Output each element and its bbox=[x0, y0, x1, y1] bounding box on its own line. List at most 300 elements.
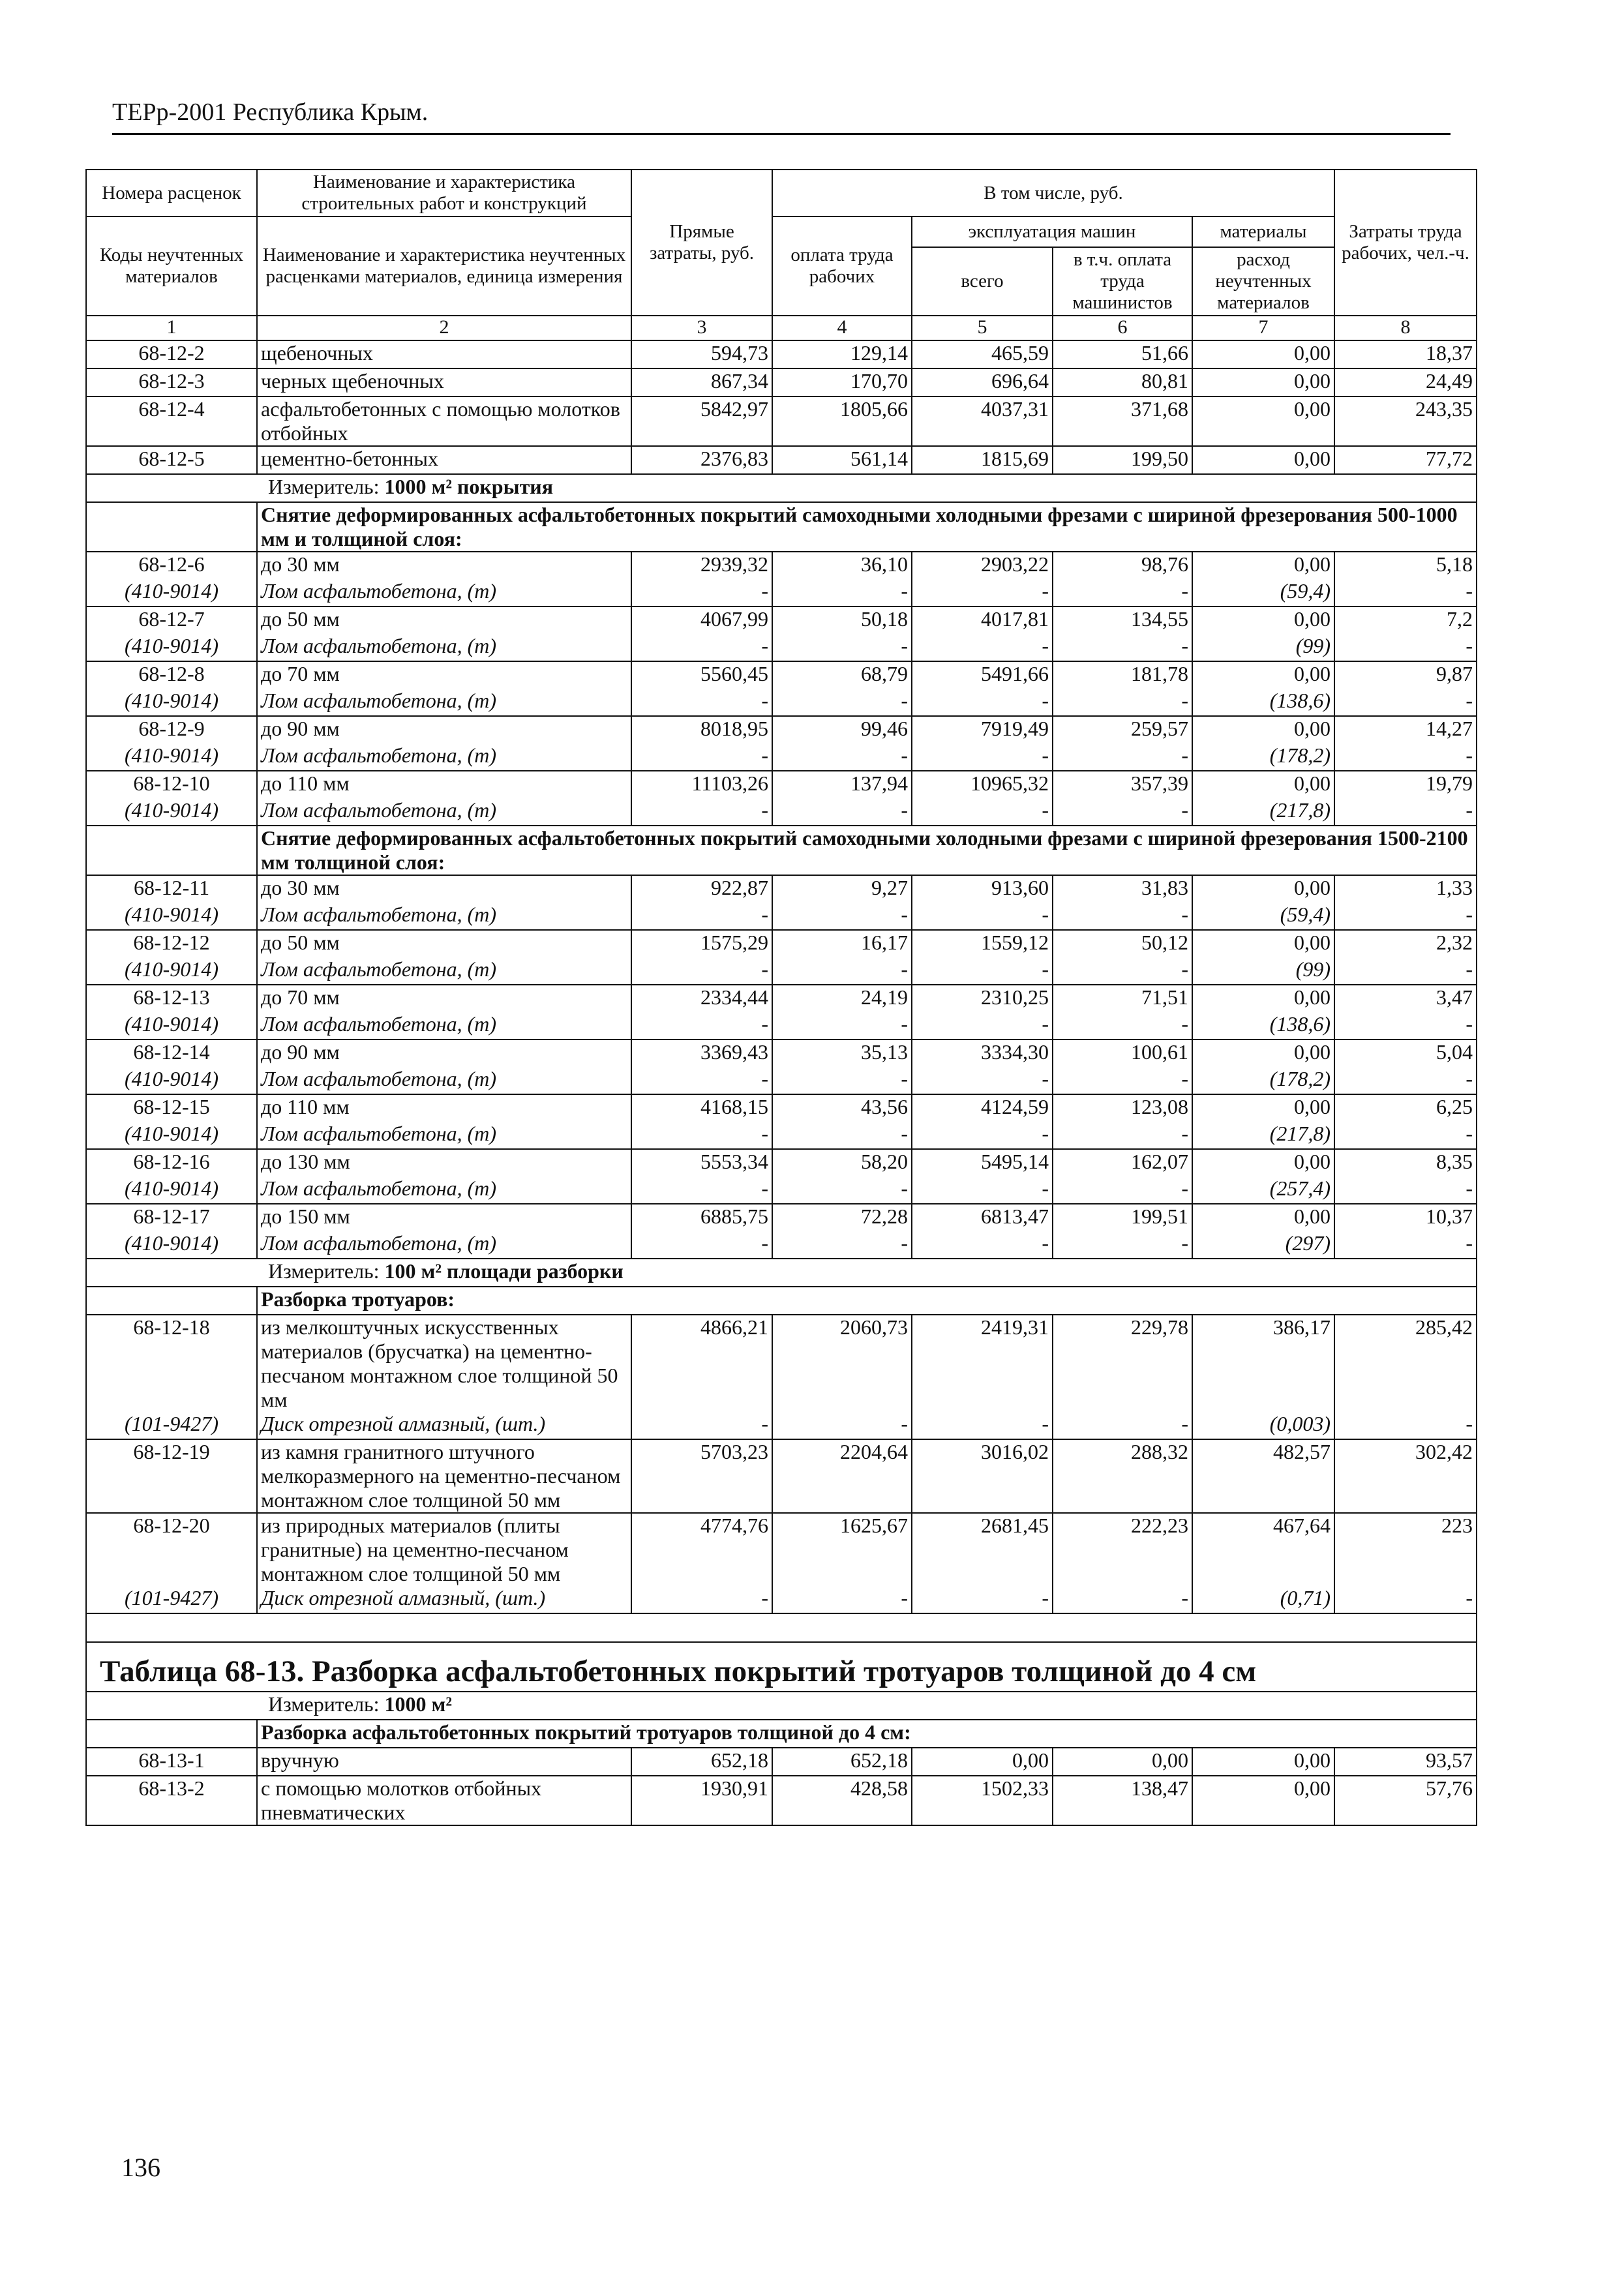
work-name: до 90 мм bbox=[257, 716, 631, 743]
header-machines: эксплуатация машин bbox=[912, 217, 1192, 247]
value-cell: 199,51 bbox=[1053, 1204, 1192, 1231]
material-value-cell: - bbox=[772, 1067, 912, 1094]
material-value-cell: - bbox=[912, 1412, 1053, 1439]
work-name: с помощью молотков отбойных пневматических bbox=[257, 1776, 631, 1825]
material-value-cell: - bbox=[772, 1122, 912, 1149]
work-name: до 30 мм bbox=[257, 552, 631, 579]
value-cell: 561,14 bbox=[772, 446, 912, 474]
rate-row bbox=[86, 340, 1477, 368]
value-cell: 2903,22 bbox=[912, 552, 1053, 579]
value-cell: 1559,12 bbox=[912, 930, 1053, 957]
value-cell: 2376,83 bbox=[631, 446, 772, 474]
rate-row bbox=[86, 1204, 1477, 1231]
value-cell: 922,87 bbox=[631, 875, 772, 903]
value-cell: 5703,23 bbox=[631, 1439, 772, 1513]
value-cell: 5553,34 bbox=[631, 1149, 772, 1176]
material-value-cell: - bbox=[1053, 1012, 1192, 1040]
material-value-cell: - bbox=[1053, 743, 1192, 771]
value-cell: 4067,99 bbox=[631, 606, 772, 634]
value-cell: 100,61 bbox=[1053, 1040, 1192, 1067]
spacer bbox=[86, 1613, 1477, 1642]
value-cell: 9,87 bbox=[1334, 661, 1477, 689]
material-row bbox=[86, 798, 1477, 826]
value-cell: 386,17 bbox=[1192, 1315, 1334, 1412]
value-cell: 223 bbox=[1334, 1513, 1477, 1586]
rate-code: 68-13-1 bbox=[86, 1748, 257, 1776]
rate-code: 68-12-11 bbox=[86, 875, 257, 903]
value-cell: 6885,75 bbox=[631, 1204, 772, 1231]
material-code: (410-9014) bbox=[86, 1176, 257, 1204]
value-cell: 2060,73 bbox=[772, 1315, 912, 1412]
material-value-cell: - bbox=[1334, 1586, 1477, 1613]
value-cell: 0,00 bbox=[1192, 1776, 1334, 1825]
value-cell: 2,32 bbox=[1334, 930, 1477, 957]
material-value-cell: (99) bbox=[1192, 634, 1334, 661]
work-name: до 150 мм bbox=[257, 1204, 631, 1231]
header-work-name: Наименование и характеристика строительных работ и конструкций bbox=[257, 170, 631, 217]
material-row bbox=[86, 1012, 1477, 1040]
material-value-cell: - bbox=[772, 798, 912, 826]
material-row bbox=[86, 1067, 1477, 1094]
material-value-cell: - bbox=[912, 1586, 1053, 1613]
material-value-cell: (297) bbox=[1192, 1231, 1334, 1259]
measure-unit bbox=[86, 1692, 1477, 1720]
value-cell: 5,04 bbox=[1334, 1040, 1477, 1067]
work-name: до 130 мм bbox=[257, 1149, 631, 1176]
value-cell: 229,78 bbox=[1053, 1315, 1192, 1412]
value-cell: 1625,67 bbox=[772, 1513, 912, 1586]
rate-code: 68-12-7 bbox=[86, 606, 257, 634]
material-code: (410-9014) bbox=[86, 1067, 257, 1094]
value-cell: 58,20 bbox=[772, 1149, 912, 1176]
material-code: (410-9014) bbox=[86, 634, 257, 661]
material-value-cell: - bbox=[1053, 689, 1192, 716]
header-rate-numbers: Номера расценок bbox=[86, 170, 257, 217]
material-value-cell: - bbox=[772, 634, 912, 661]
value-cell: 0,00 bbox=[1192, 606, 1334, 634]
rate-row bbox=[86, 1776, 1477, 1825]
rate-row bbox=[86, 446, 1477, 474]
value-cell: 129,14 bbox=[772, 340, 912, 368]
material-value-cell: - bbox=[912, 1231, 1053, 1259]
material-value-cell: - bbox=[631, 903, 772, 930]
header-machines-total: всего bbox=[912, 247, 1053, 316]
value-cell: 243,35 bbox=[1334, 396, 1477, 446]
header-material-codes: Коды неучтенных материалов bbox=[86, 217, 257, 316]
value-cell: 0,00 bbox=[912, 1748, 1053, 1776]
measure-value: 1000 м² bbox=[384, 1692, 452, 1716]
header-row-1 bbox=[86, 170, 1477, 217]
value-cell: 123,08 bbox=[1053, 1094, 1192, 1122]
material-value-cell: - bbox=[772, 1176, 912, 1204]
material-value-cell: - bbox=[1053, 1067, 1192, 1094]
material-value-cell: - bbox=[631, 1586, 772, 1613]
measure-row bbox=[86, 1692, 1477, 1720]
material-value-cell: - bbox=[912, 903, 1053, 930]
material-value-cell: - bbox=[631, 743, 772, 771]
rate-code: 68-12-3 bbox=[86, 368, 257, 396]
value-cell: 7919,49 bbox=[912, 716, 1053, 743]
material-value-cell: - bbox=[1053, 903, 1192, 930]
work-name: до 30 мм bbox=[257, 875, 631, 903]
material-value-cell: - bbox=[631, 957, 772, 985]
value-cell: 31,83 bbox=[1053, 875, 1192, 903]
measure-label: Измеритель: bbox=[268, 475, 385, 498]
material-name: Лом асфальтобетона, (т) bbox=[257, 903, 631, 930]
work-name: щебеночных bbox=[257, 340, 631, 368]
material-code: (101-9427) bbox=[86, 1586, 257, 1613]
section-row bbox=[86, 1287, 1477, 1315]
material-value-cell: - bbox=[1053, 957, 1192, 985]
material-value-cell: - bbox=[1334, 1012, 1477, 1040]
material-value-cell: - bbox=[772, 1586, 912, 1613]
rate-code: 68-13-2 bbox=[86, 1776, 257, 1825]
value-cell: 199,50 bbox=[1053, 446, 1192, 474]
value-cell: 0,00 bbox=[1192, 1149, 1334, 1176]
material-value-cell: - bbox=[912, 1012, 1053, 1040]
value-cell: 162,07 bbox=[1053, 1149, 1192, 1176]
material-code: (410-9014) bbox=[86, 743, 257, 771]
value-cell: 371,68 bbox=[1053, 396, 1192, 446]
material-value-cell: - bbox=[1053, 634, 1192, 661]
measure-row bbox=[86, 1259, 1477, 1287]
column-number: 7 bbox=[1192, 316, 1334, 340]
material-value-cell: - bbox=[1334, 1412, 1477, 1439]
material-row bbox=[86, 743, 1477, 771]
material-code: (410-9014) bbox=[86, 689, 257, 716]
material-value-cell: - bbox=[912, 957, 1053, 985]
material-row bbox=[86, 1586, 1477, 1613]
measure-label: Измеритель: bbox=[268, 1259, 385, 1283]
value-cell: 0,00 bbox=[1192, 446, 1334, 474]
value-cell: 1805,66 bbox=[772, 396, 912, 446]
rate-row bbox=[86, 661, 1477, 689]
material-value-cell: - bbox=[772, 1012, 912, 1040]
material-value-cell: - bbox=[631, 1231, 772, 1259]
value-cell: 7,2 bbox=[1334, 606, 1477, 634]
value-cell: 0,00 bbox=[1192, 396, 1334, 446]
material-row bbox=[86, 1122, 1477, 1149]
section-row bbox=[86, 502, 1477, 552]
value-cell: 0,00 bbox=[1192, 368, 1334, 396]
value-cell: 51,66 bbox=[1053, 340, 1192, 368]
material-name: Лом асфальтобетона, (т) bbox=[257, 798, 631, 826]
material-value-cell: - bbox=[1053, 579, 1192, 606]
section-spacer bbox=[86, 826, 257, 875]
measure-unit bbox=[86, 1259, 1477, 1287]
material-value-cell: (59,4) bbox=[1192, 903, 1334, 930]
rate-row bbox=[86, 1149, 1477, 1176]
spacer-row bbox=[86, 1613, 1477, 1642]
value-cell: 8,35 bbox=[1334, 1149, 1477, 1176]
work-name: асфальтобетонных с помощью молотков отбойных bbox=[257, 396, 631, 446]
measure-row bbox=[86, 474, 1477, 502]
work-name: вручную bbox=[257, 1748, 631, 1776]
rate-code: 68-12-17 bbox=[86, 1204, 257, 1231]
value-cell: 3369,43 bbox=[631, 1040, 772, 1067]
material-value-cell: (138,6) bbox=[1192, 689, 1334, 716]
material-value-cell: - bbox=[1334, 903, 1477, 930]
material-value-cell: (0,003) bbox=[1192, 1412, 1334, 1439]
material-value-cell: - bbox=[772, 957, 912, 985]
header-material-name: Наименование и характеристика неучтенных расценками материалов, единица измерения bbox=[257, 217, 631, 316]
value-cell: 80,81 bbox=[1053, 368, 1192, 396]
material-row bbox=[86, 1231, 1477, 1259]
value-cell: 68,79 bbox=[772, 661, 912, 689]
value-cell: 1575,29 bbox=[631, 930, 772, 957]
material-name: Лом асфальтобетона, (т) bbox=[257, 1231, 631, 1259]
material-value-cell: - bbox=[1053, 1231, 1192, 1259]
value-cell: 14,27 bbox=[1334, 716, 1477, 743]
value-cell: 288,32 bbox=[1053, 1439, 1192, 1513]
value-cell: 3016,02 bbox=[912, 1439, 1053, 1513]
material-value-cell: - bbox=[1334, 1067, 1477, 1094]
material-value-cell: (217,8) bbox=[1192, 1122, 1334, 1149]
work-name: черных щебеночных bbox=[257, 368, 631, 396]
material-value-cell: (59,4) bbox=[1192, 579, 1334, 606]
value-cell: 71,51 bbox=[1053, 985, 1192, 1012]
value-cell: 652,18 bbox=[631, 1748, 772, 1776]
value-cell: 2419,31 bbox=[912, 1315, 1053, 1412]
value-cell: 19,79 bbox=[1334, 771, 1477, 798]
value-cell: 4017,81 bbox=[912, 606, 1053, 634]
material-value-cell: - bbox=[912, 743, 1053, 771]
material-row bbox=[86, 579, 1477, 606]
value-cell: 594,73 bbox=[631, 340, 772, 368]
value-cell: 0,00 bbox=[1192, 1748, 1334, 1776]
column-number: 5 bbox=[912, 316, 1053, 340]
column-number: 1 bbox=[86, 316, 257, 340]
material-value-cell: - bbox=[1334, 743, 1477, 771]
value-cell: 2310,25 bbox=[912, 985, 1053, 1012]
material-code: (410-9014) bbox=[86, 903, 257, 930]
material-row bbox=[86, 1176, 1477, 1204]
rate-code: 68-12-20 bbox=[86, 1513, 257, 1586]
material-value-cell: - bbox=[631, 1412, 772, 1439]
value-cell: 181,78 bbox=[1053, 661, 1192, 689]
value-cell: 0,00 bbox=[1192, 1040, 1334, 1067]
value-cell: 50,12 bbox=[1053, 930, 1192, 957]
material-name: Лом асфальтобетона, (т) bbox=[257, 1122, 631, 1149]
header-machinist-pay: в т.ч. оплата труда машинистов bbox=[1053, 247, 1192, 316]
rate-row bbox=[86, 716, 1477, 743]
page-number: 136 bbox=[121, 2153, 160, 2182]
material-value-cell: - bbox=[912, 1176, 1053, 1204]
document-header: ТЕРр-2001 Республика Крым. bbox=[112, 98, 429, 126]
material-value-cell: - bbox=[1334, 957, 1477, 985]
rate-row bbox=[86, 368, 1477, 396]
value-cell: 285,42 bbox=[1334, 1315, 1477, 1412]
rate-row bbox=[86, 396, 1477, 446]
value-cell: 57,76 bbox=[1334, 1776, 1477, 1825]
value-cell: 24,19 bbox=[772, 985, 912, 1012]
rate-code: 68-12-16 bbox=[86, 1149, 257, 1176]
material-value-cell: - bbox=[772, 689, 912, 716]
material-value-cell: - bbox=[912, 634, 1053, 661]
material-value-cell: (257,4) bbox=[1192, 1176, 1334, 1204]
value-cell: 2204,64 bbox=[772, 1439, 912, 1513]
header-including: В том числе, руб. bbox=[772, 170, 1334, 217]
value-cell: 1930,91 bbox=[631, 1776, 772, 1825]
material-value-cell: - bbox=[1053, 1176, 1192, 1204]
value-cell: 35,13 bbox=[772, 1040, 912, 1067]
value-cell: 4168,15 bbox=[631, 1094, 772, 1122]
material-value-cell: - bbox=[912, 579, 1053, 606]
value-cell: 2939,32 bbox=[631, 552, 772, 579]
rate-row bbox=[86, 1439, 1477, 1513]
material-code: (410-9014) bbox=[86, 957, 257, 985]
value-cell: 77,72 bbox=[1334, 446, 1477, 474]
work-name: из камня гранитного штучного мелкоразмерного на цементно-песчаном монтажном слое толщиной 50 мм bbox=[257, 1439, 631, 1513]
measure-label: Измеритель: bbox=[268, 1692, 385, 1716]
material-name: Лом асфальтобетона, (т) bbox=[257, 743, 631, 771]
rate-row bbox=[86, 1513, 1477, 1586]
material-value-cell: - bbox=[1334, 634, 1477, 661]
material-row bbox=[86, 957, 1477, 985]
value-cell: 0,00 bbox=[1192, 716, 1334, 743]
header-direct-costs: Прямые затраты, руб. bbox=[631, 170, 772, 316]
rates-table bbox=[85, 169, 1477, 1826]
material-value-cell: (138,6) bbox=[1192, 1012, 1334, 1040]
value-cell: 134,55 bbox=[1053, 606, 1192, 634]
value-cell: 4774,76 bbox=[631, 1513, 772, 1586]
measure-value: 100 м² площади разборки bbox=[384, 1259, 624, 1283]
header-material-usage: расход неучтенных материалов bbox=[1192, 247, 1334, 316]
work-name: из мелкоштучных искусственных материалов (брусчатка) на цементно-песчаном монтажном слое толщиной 50 мм bbox=[257, 1315, 631, 1412]
header-row-2 bbox=[86, 217, 1477, 247]
column-number: 6 bbox=[1053, 316, 1192, 340]
rate-code: 68-12-15 bbox=[86, 1094, 257, 1122]
material-value-cell: - bbox=[1053, 1122, 1192, 1149]
value-cell: 5842,97 bbox=[631, 396, 772, 446]
value-cell: 913,60 bbox=[912, 875, 1053, 903]
work-name: до 50 мм bbox=[257, 930, 631, 957]
material-name: Лом асфальтобетона, (т) bbox=[257, 957, 631, 985]
material-value-cell: - bbox=[631, 1176, 772, 1204]
material-value-cell: (217,8) bbox=[1192, 798, 1334, 826]
rate-code: 68-12-6 bbox=[86, 552, 257, 579]
section-spacer bbox=[86, 1720, 257, 1748]
rate-row bbox=[86, 552, 1477, 579]
section-heading: Разборка асфальтобетонных покрытий тротуаров толщиной до 4 см: bbox=[257, 1720, 1477, 1748]
material-name: Лом асфальтобетона, (т) bbox=[257, 579, 631, 606]
value-cell: 99,46 bbox=[772, 716, 912, 743]
value-cell: 5560,45 bbox=[631, 661, 772, 689]
measure-value: 1000 м² покрытия bbox=[384, 475, 554, 498]
material-value-cell: - bbox=[772, 579, 912, 606]
value-cell: 10,37 bbox=[1334, 1204, 1477, 1231]
value-cell: 0,00 bbox=[1192, 661, 1334, 689]
value-cell: 259,57 bbox=[1053, 716, 1192, 743]
rate-code: 68-12-5 bbox=[86, 446, 257, 474]
material-code: (410-9014) bbox=[86, 1122, 257, 1149]
column-number-row bbox=[86, 316, 1477, 340]
value-cell: 465,59 bbox=[912, 340, 1053, 368]
column-number: 8 bbox=[1334, 316, 1477, 340]
header-labor-pay: оплата труда рабочих bbox=[772, 217, 912, 316]
column-number: 3 bbox=[631, 316, 772, 340]
value-cell: 72,28 bbox=[772, 1204, 912, 1231]
material-value-cell: - bbox=[1334, 1176, 1477, 1204]
header-labor-cost: Затраты труда рабочих, чел.-ч. bbox=[1334, 170, 1477, 316]
material-value-cell: - bbox=[1334, 798, 1477, 826]
work-name: до 90 мм bbox=[257, 1040, 631, 1067]
material-value-cell: - bbox=[631, 579, 772, 606]
material-value-cell: - bbox=[912, 689, 1053, 716]
rate-row bbox=[86, 875, 1477, 903]
rate-code: 68-12-18 bbox=[86, 1315, 257, 1412]
rate-row bbox=[86, 771, 1477, 798]
column-number: 2 bbox=[257, 316, 631, 340]
rate-row bbox=[86, 1040, 1477, 1067]
value-cell: 5491,66 bbox=[912, 661, 1053, 689]
value-cell: 4037,31 bbox=[912, 396, 1053, 446]
material-code: (410-9014) bbox=[86, 798, 257, 826]
value-cell: 0,00 bbox=[1192, 1094, 1334, 1122]
rate-code: 68-12-13 bbox=[86, 985, 257, 1012]
material-value-cell: - bbox=[1334, 689, 1477, 716]
material-name: Диск отрезной алмазный, (шт.) bbox=[257, 1586, 631, 1613]
material-row bbox=[86, 903, 1477, 930]
value-cell: 137,94 bbox=[772, 771, 912, 798]
material-value-cell: - bbox=[631, 1012, 772, 1040]
rate-code: 68-12-12 bbox=[86, 930, 257, 957]
section-heading: Снятие деформированных асфальтобетонных покрытий самоходными холодными фрезами с шириной фрезерования 500-1000 мм и толщиной слоя: bbox=[257, 502, 1477, 552]
work-name: до 70 мм bbox=[257, 985, 631, 1012]
material-value-cell: - bbox=[772, 1412, 912, 1439]
column-number: 4 bbox=[772, 316, 912, 340]
material-value-cell: - bbox=[1334, 1231, 1477, 1259]
material-value-cell: - bbox=[772, 743, 912, 771]
material-value-cell: - bbox=[912, 1067, 1053, 1094]
value-cell: 482,57 bbox=[1192, 1439, 1334, 1513]
rate-row bbox=[86, 1094, 1477, 1122]
value-cell: 1502,33 bbox=[912, 1776, 1053, 1825]
material-value-cell: (178,2) bbox=[1192, 743, 1334, 771]
value-cell: 170,70 bbox=[772, 368, 912, 396]
rate-row bbox=[86, 985, 1477, 1012]
value-cell: 50,18 bbox=[772, 606, 912, 634]
work-name: цементно-бетонных bbox=[257, 446, 631, 474]
material-row bbox=[86, 1412, 1477, 1439]
value-cell: 0,00 bbox=[1192, 340, 1334, 368]
section-heading: Разборка тротуаров: bbox=[257, 1287, 1477, 1315]
value-cell: 0,00 bbox=[1192, 771, 1334, 798]
value-cell: 357,39 bbox=[1053, 771, 1192, 798]
section-spacer bbox=[86, 502, 257, 552]
material-value-cell: (99) bbox=[1192, 957, 1334, 985]
value-cell: 2334,44 bbox=[631, 985, 772, 1012]
value-cell: 0,00 bbox=[1192, 552, 1334, 579]
rate-code: 68-12-8 bbox=[86, 661, 257, 689]
section-row bbox=[86, 826, 1477, 875]
value-cell: 16,17 bbox=[772, 930, 912, 957]
value-cell: 6,25 bbox=[1334, 1094, 1477, 1122]
material-code: (101-9427) bbox=[86, 1412, 257, 1439]
rate-row bbox=[86, 930, 1477, 957]
work-name: до 110 мм bbox=[257, 1094, 631, 1122]
value-cell: 3,47 bbox=[1334, 985, 1477, 1012]
material-code: (410-9014) bbox=[86, 579, 257, 606]
material-value-cell: - bbox=[631, 798, 772, 826]
material-name: Диск отрезной алмазный, (шт.) bbox=[257, 1412, 631, 1439]
value-cell: 2681,45 bbox=[912, 1513, 1053, 1586]
material-value-cell: (0,71) bbox=[1192, 1586, 1334, 1613]
value-cell: 98,76 bbox=[1053, 552, 1192, 579]
material-name: Лом асфальтобетона, (т) bbox=[257, 1067, 631, 1094]
value-cell: 93,57 bbox=[1334, 1748, 1477, 1776]
value-cell: 4124,59 bbox=[912, 1094, 1053, 1122]
